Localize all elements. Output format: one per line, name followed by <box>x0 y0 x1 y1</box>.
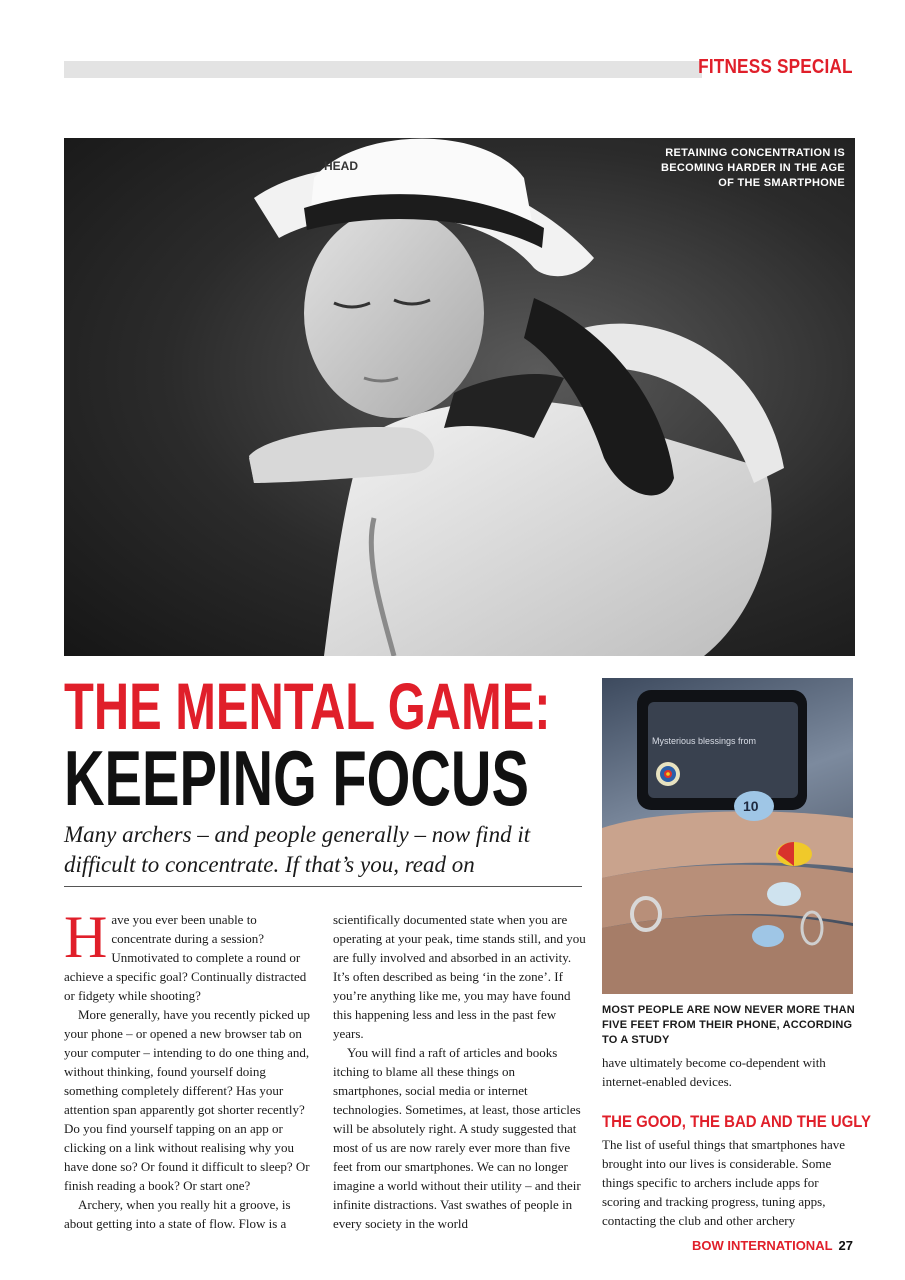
archer-illustration <box>64 138 855 656</box>
article-paragraph-5: You will find a raft of articles and books itching to blame all these things on smartphones, social media or internet technologies. Sometimes, at least, those articles will be absolutely right. A study suggested that most of us are now rarely ever more than five feet from our smartphones. We can no longer imagine a world without their utility – and their infinite distractions. Vast swathes of people in every society in the world <box>333 1045 581 1231</box>
drop-cap: H <box>64 904 108 970</box>
divider <box>64 886 582 887</box>
hero-caption: RETAINING CONCENTRATION IS BECOMING HARDER IN THE AGE OF THE SMARTPHONE <box>660 147 845 189</box>
article-column-1 <box>64 904 316 1233</box>
article-paragraph-6: have ultimately become co-dependent with internet-enabled devices. <box>602 1055 826 1089</box>
subheading: THE GOOD, THE BAD AND THE UGLY <box>602 1112 872 1131</box>
hat-logo: HEAD <box>324 159 359 173</box>
phone-hands-illustration <box>602 678 853 994</box>
article-column-2 <box>333 910 586 1233</box>
nail-number: 10 <box>743 798 759 814</box>
standfirst: Many archers – and people generally – now find it difficult to concentrate. If that’s you, read on <box>64 822 531 877</box>
article-paragraph-4: scientifically documented state when you are operating at your peak, time stands still, and you are fully involved and absorbed in an activity. It’s often described as being ‘in the zone’. If you’re anything like me, you may have found this happening less and less in the past few years. <box>333 912 586 1041</box>
hero-photo <box>64 138 855 656</box>
article-paragraph-3: Archery, when you really hit a groove, is about getting into a state of flow. Flow is a <box>64 1197 291 1231</box>
article-paragraph-2: More generally, have you recently picked up your phone – or opened a new browser tab on your computer – intending to do one thing and, without thinking, found yourself doing something completely different? Has your attention span apparently got shorter recently? Do you find yourself tapping on an app or clicking on a link without realising why you have done so? Or found it difficult to sleep? Or finish reading a book? Or start one? <box>64 1007 310 1193</box>
page-footer <box>692 1238 853 1253</box>
article-paragraph-7: The list of useful things that smartphones have brought into our lives is considerable. Some things specific to archers include apps for scoring and tracking progress, tuning apps, contacting the club and other archery <box>602 1137 845 1228</box>
side-photo-caption: MOST PEOPLE ARE NOW NEVER MORE THAN FIVE FEET FROM THEIR PHONE, ACCORDING TO A STUDY <box>602 1004 855 1046</box>
phone-screen-text: Mysterious blessings from <box>652 736 757 746</box>
side-photo <box>602 678 853 994</box>
header-bar <box>64 61 702 78</box>
headline-line2: KEEPING FOCUS <box>64 734 529 822</box>
section-label: FITNESS SPECIAL <box>698 56 853 78</box>
magazine-name: BOW INTERNATIONAL <box>691 1238 833 1253</box>
article-paragraph-1: Have you ever been unable to concentrate during a session? Unmotivated to complete a round or achieve a specific goal? Continually distracted or fidgety while shooting? <box>64 904 307 1003</box>
page-number: 27 <box>838 1238 853 1253</box>
headline-line1: THE MENTAL GAME: <box>64 669 551 743</box>
article-column-3 <box>602 1053 872 1230</box>
